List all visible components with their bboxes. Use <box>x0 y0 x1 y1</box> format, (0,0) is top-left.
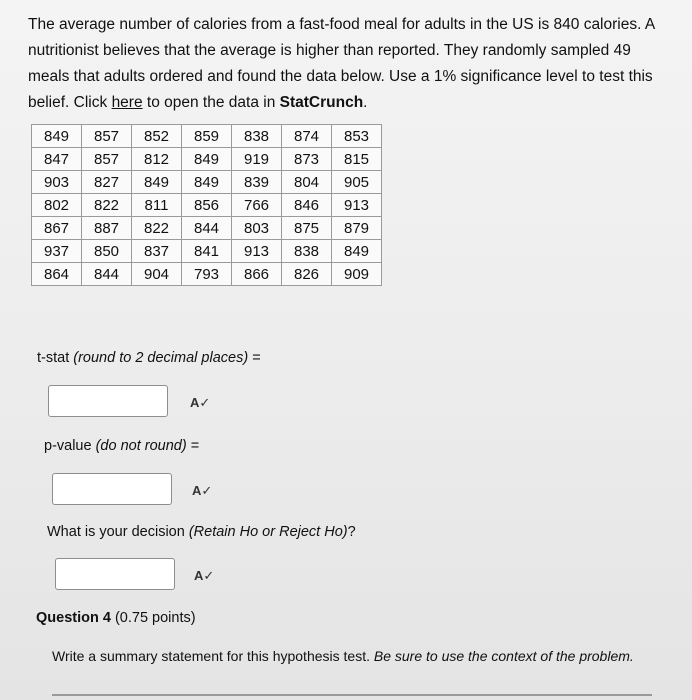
table-cell: 913 <box>332 194 382 217</box>
tstat-label: t-stat <box>37 350 74 366</box>
table-cell: 827 <box>82 171 132 194</box>
table-row <box>32 263 382 286</box>
table-cell: 838 <box>282 240 332 263</box>
table-cell: 766 <box>232 194 282 217</box>
decision-prompt <box>47 524 356 540</box>
answer-area-edge[interactable] <box>52 694 652 696</box>
table-row <box>32 217 382 240</box>
table-cell: 887 <box>82 217 132 240</box>
table-cell: 811 <box>132 194 182 217</box>
table-cell: 812 <box>132 148 182 171</box>
pvalue-prompt <box>44 438 199 454</box>
table-cell: 864 <box>32 263 82 286</box>
table-cell: 849 <box>32 125 82 148</box>
table-cell: 856 <box>182 194 232 217</box>
table-cell: 844 <box>82 263 132 286</box>
table-cell: 873 <box>282 148 332 171</box>
table-cell: 857 <box>82 125 132 148</box>
question-text <box>28 12 668 116</box>
spellcheck-icon[interactable]: A✓ <box>190 395 211 410</box>
table-row <box>32 125 382 148</box>
table-cell: 904 <box>132 263 182 286</box>
table-cell: 903 <box>32 171 82 194</box>
pvalue-input[interactable] <box>52 473 172 505</box>
table-cell: 846 <box>282 194 332 217</box>
decision-input[interactable] <box>55 558 175 590</box>
table-cell: 802 <box>32 194 82 217</box>
data-link[interactable]: here <box>111 94 143 111</box>
summary-instructions <box>52 646 662 667</box>
question-end: . <box>363 94 368 111</box>
table-cell: 822 <box>82 194 132 217</box>
table-cell: 839 <box>232 171 282 194</box>
summary-emphasis: Be sure to use the context of the problem. <box>373 648 634 664</box>
table-cell: 849 <box>132 171 182 194</box>
table-cell: 849 <box>182 171 232 194</box>
table-cell: 919 <box>232 148 282 171</box>
question-body: The average number of calories from a fast-food meal for adults in the US is 840 calories. A nutritionist believes that the average is higher than reported. They randomly sampled 49 meals that adults ordered and found the data below. Use a 1% significance level to test this belief. Click <box>28 16 655 111</box>
question-4-title: Question 4 <box>36 610 111 626</box>
question-body-cont: to open the data in <box>142 94 280 111</box>
tstat-hint: (round to 2 decimal places) <box>73 350 249 366</box>
question-4-points: (0.75 points) <box>110 610 196 626</box>
pvalue-label: p-value <box>44 438 96 454</box>
table-row <box>32 240 382 263</box>
table-cell: 826 <box>282 263 332 286</box>
table-cell: 937 <box>32 240 82 263</box>
question-4-header <box>36 610 196 626</box>
spellcheck-icon[interactable]: A✓ <box>194 568 215 583</box>
table-row <box>32 171 382 194</box>
table-cell: 852 <box>132 125 182 148</box>
decision-hint: (Retain Ho or Reject Ho) <box>188 524 348 540</box>
pvalue-hint: (do not round) <box>95 438 187 454</box>
table-cell: 859 <box>182 125 232 148</box>
spellcheck-icon[interactable]: A✓ <box>192 483 213 498</box>
tstat-suffix: = <box>248 350 261 366</box>
table-cell: 875 <box>282 217 332 240</box>
tstat-input[interactable] <box>48 385 168 417</box>
table-cell: 838 <box>232 125 282 148</box>
table-cell: 841 <box>182 240 232 263</box>
table-cell: 866 <box>232 263 282 286</box>
table-cell: 847 <box>32 148 82 171</box>
table-cell: 867 <box>32 217 82 240</box>
table-cell: 879 <box>332 217 382 240</box>
table-cell: 909 <box>332 263 382 286</box>
table-cell: 804 <box>282 171 332 194</box>
table-row <box>32 148 382 171</box>
statcrunch-name: StatCrunch <box>279 94 364 111</box>
table-cell: 815 <box>332 148 382 171</box>
table-cell: 857 <box>82 148 132 171</box>
table-cell: 849 <box>332 240 382 263</box>
table-row <box>32 194 382 217</box>
table-cell: 803 <box>232 217 282 240</box>
decision-label: What is your decision <box>47 524 189 540</box>
table-cell: 837 <box>132 240 182 263</box>
data-table <box>31 124 382 286</box>
summary-text: Write a summary statement for this hypothesis test. <box>52 648 374 664</box>
pvalue-suffix: = <box>186 438 200 454</box>
table-cell: 793 <box>182 263 232 286</box>
table-cell: 844 <box>182 217 232 240</box>
table-cell: 913 <box>232 240 282 263</box>
table-cell: 822 <box>132 217 182 240</box>
table-cell: 905 <box>332 171 382 194</box>
table-cell: 850 <box>82 240 132 263</box>
table-cell: 853 <box>332 125 382 148</box>
tstat-prompt <box>37 350 261 366</box>
decision-suffix: ? <box>347 524 356 540</box>
table-cell: 874 <box>282 125 332 148</box>
table-cell: 849 <box>182 148 232 171</box>
